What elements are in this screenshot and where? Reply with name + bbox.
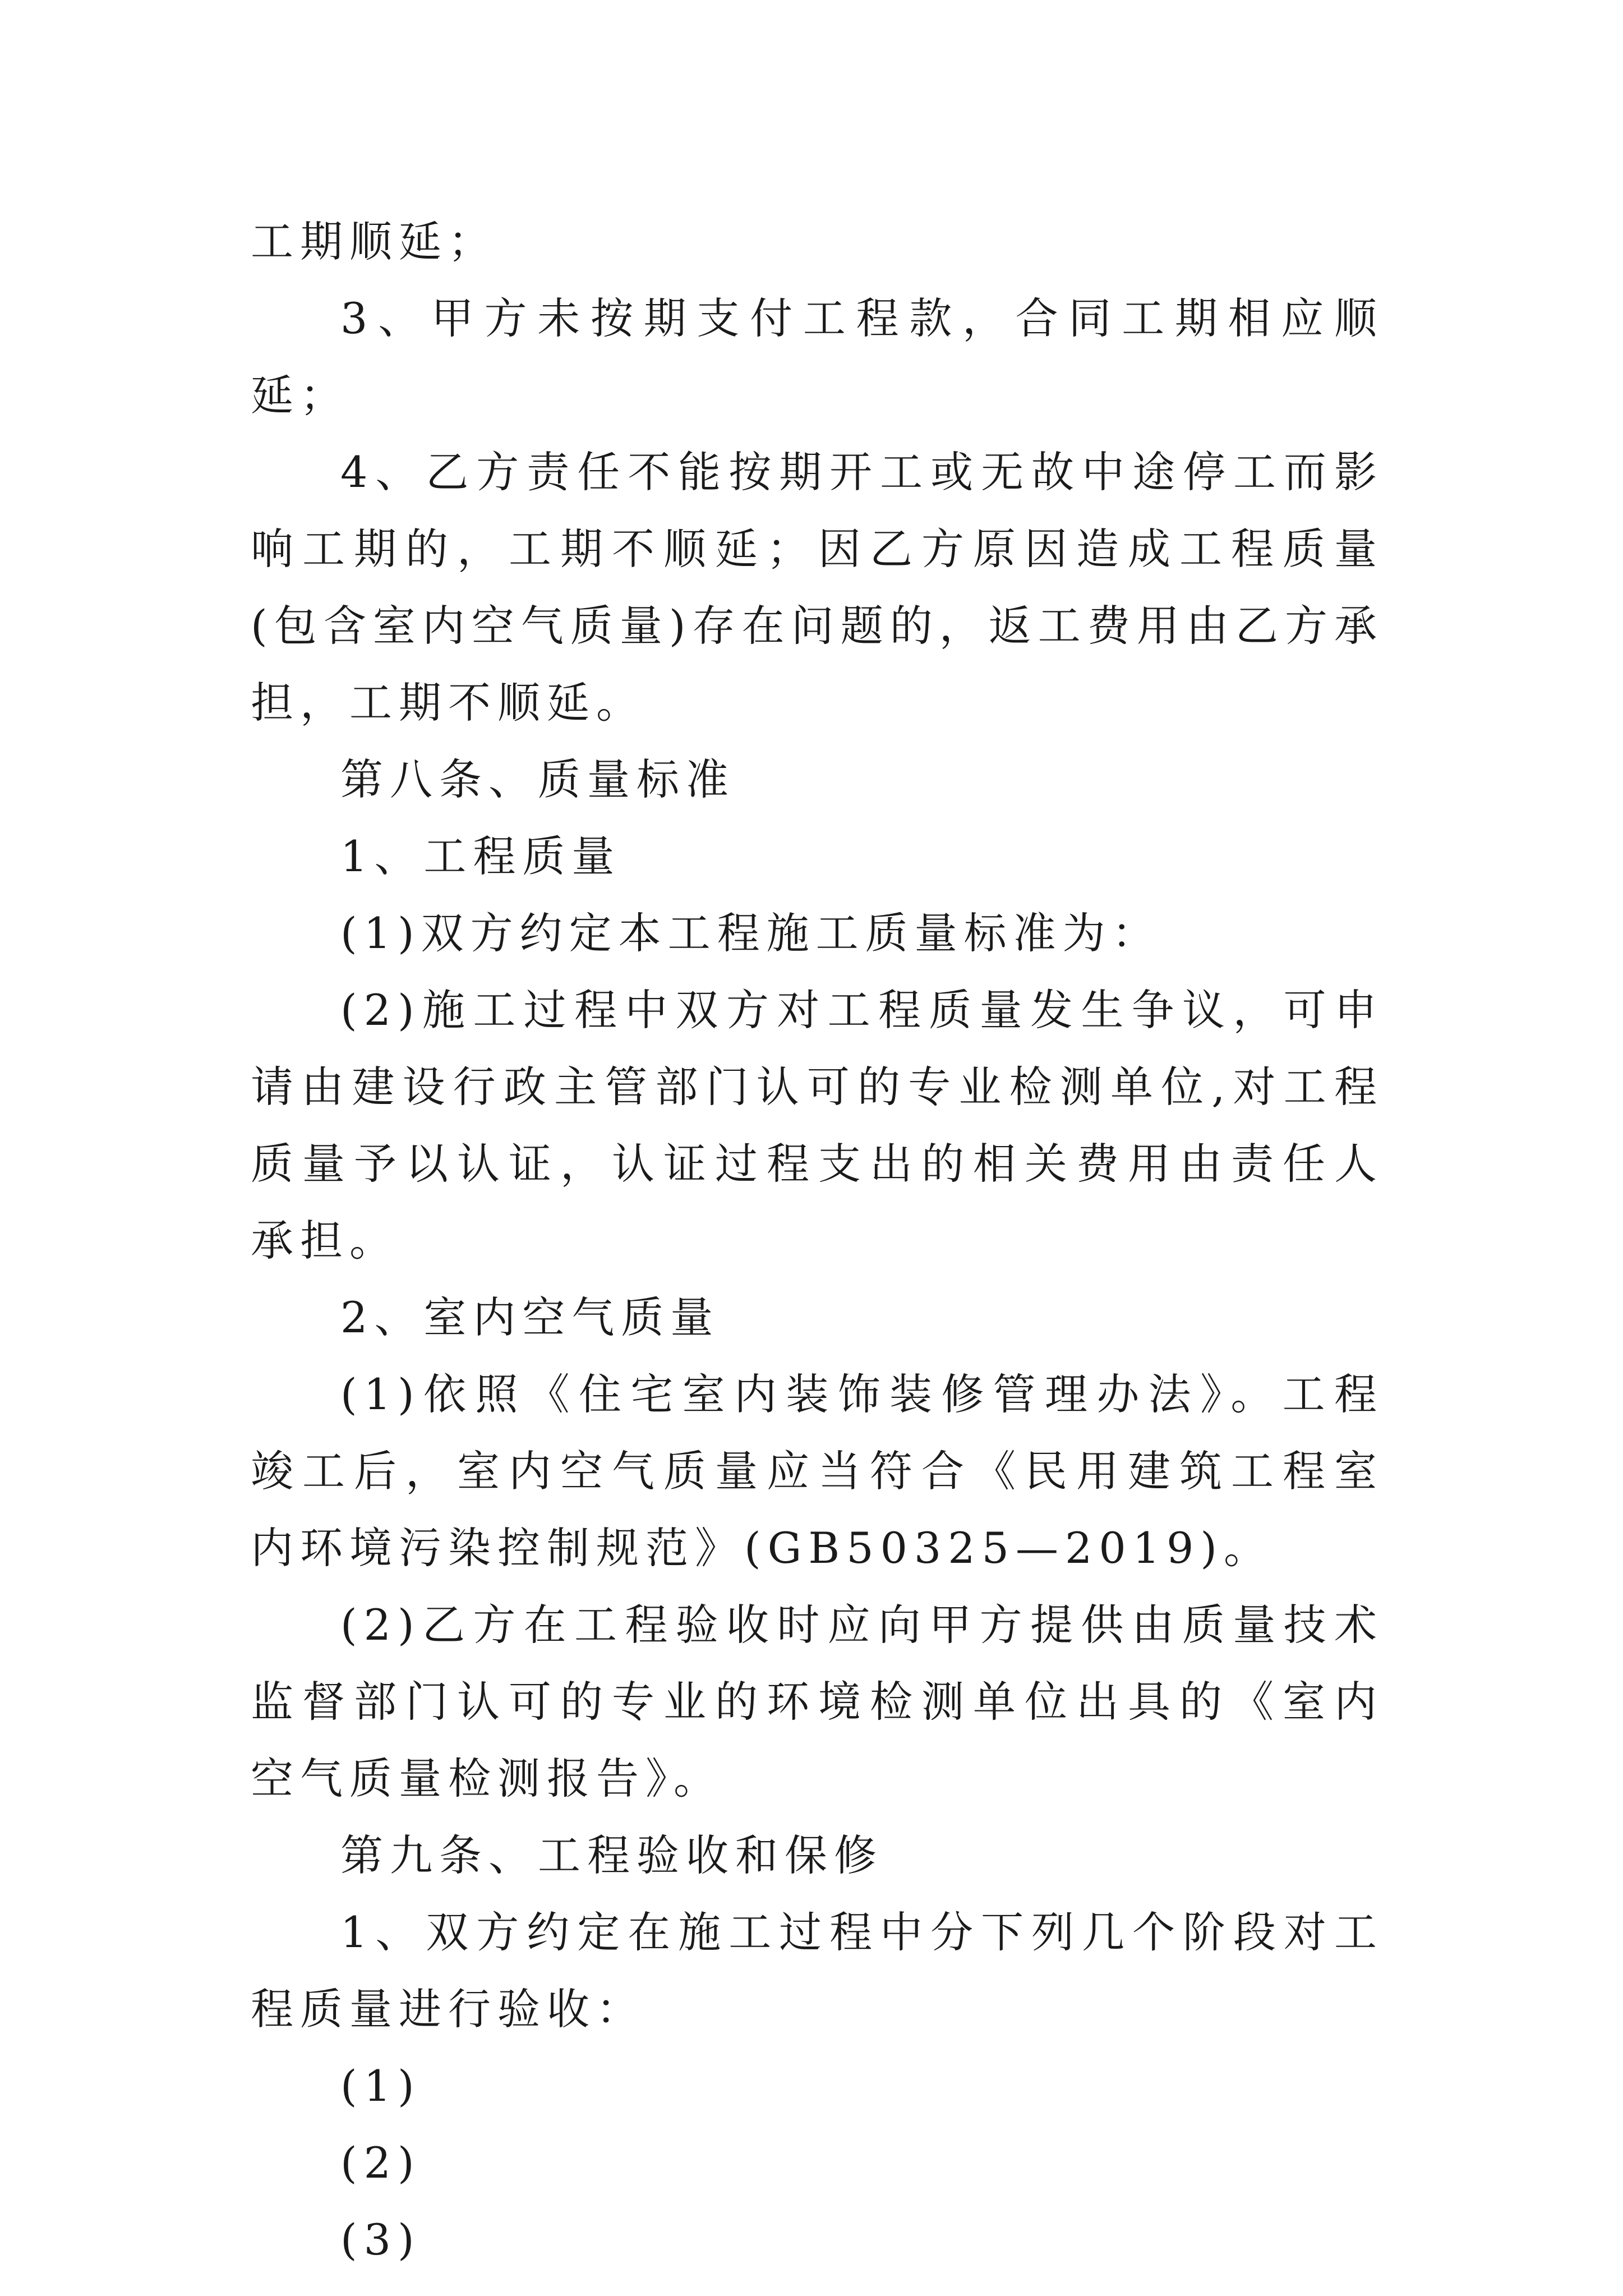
subheading-engineering-quality: 1、工程质量 bbox=[340, 831, 621, 881]
section-heading-article-8: 第八条、质量标准 bbox=[340, 754, 735, 804]
paragraph-air-quality-report: (2)乙方在工程验收时应向甲方提供由质量技术监督部门认可的专业的环境检测单位出具的《室内空气质量检测报告》。 bbox=[251, 1600, 1384, 1803]
paragraph-quality-dispute: (2)施工过程中双方对工程质量发生争议，可申请由建设行政主管部门认可的专业检测单位,对工程质量予以认证，认证过程支出的相关费用由责任人承担。 bbox=[251, 985, 1384, 1266]
paragraph-acceptance-stages: 1、双方约定在施工过程中分下列几个阶段对工程质量进行验收： bbox=[251, 1907, 1384, 2034]
list-item-stage-2: (2) bbox=[340, 2138, 421, 2188]
paragraph-item-4: 4、乙方责任不能按期开工或无故中途停工而影响工期的，工期不顺延；因乙方原因造成工程质量(包含室内空气质量)存在问题的，返工费用由乙方承担，工期不顺延。 bbox=[251, 447, 1384, 728]
list-item-stage-1: (1) bbox=[340, 2061, 421, 2111]
section-heading-article-9: 第九条、工程验收和保修 bbox=[340, 1830, 883, 1880]
paragraph-air-quality-regulation: (1)依照《住宅室内装饰装修管理办法》。工程竣工后，室内空气质量应当符合《民用建筑工程室内环境污染控制规范》(GB50325—2019)。 bbox=[251, 1369, 1384, 1573]
subheading-indoor-air-quality: 2、室内空气质量 bbox=[340, 1292, 720, 1342]
paragraph-quality-standard: (1)双方约定本工程施工质量标准为： bbox=[340, 908, 1161, 958]
document-body bbox=[251, 203, 1384, 2278]
paragraph-item-3: 3、甲方未按期支付工程款，合同工期相应顺延； bbox=[251, 293, 1384, 420]
paragraph-continuation: 工期顺延； bbox=[251, 217, 497, 266]
list-item-stage-3: (3) bbox=[340, 2215, 421, 2265]
